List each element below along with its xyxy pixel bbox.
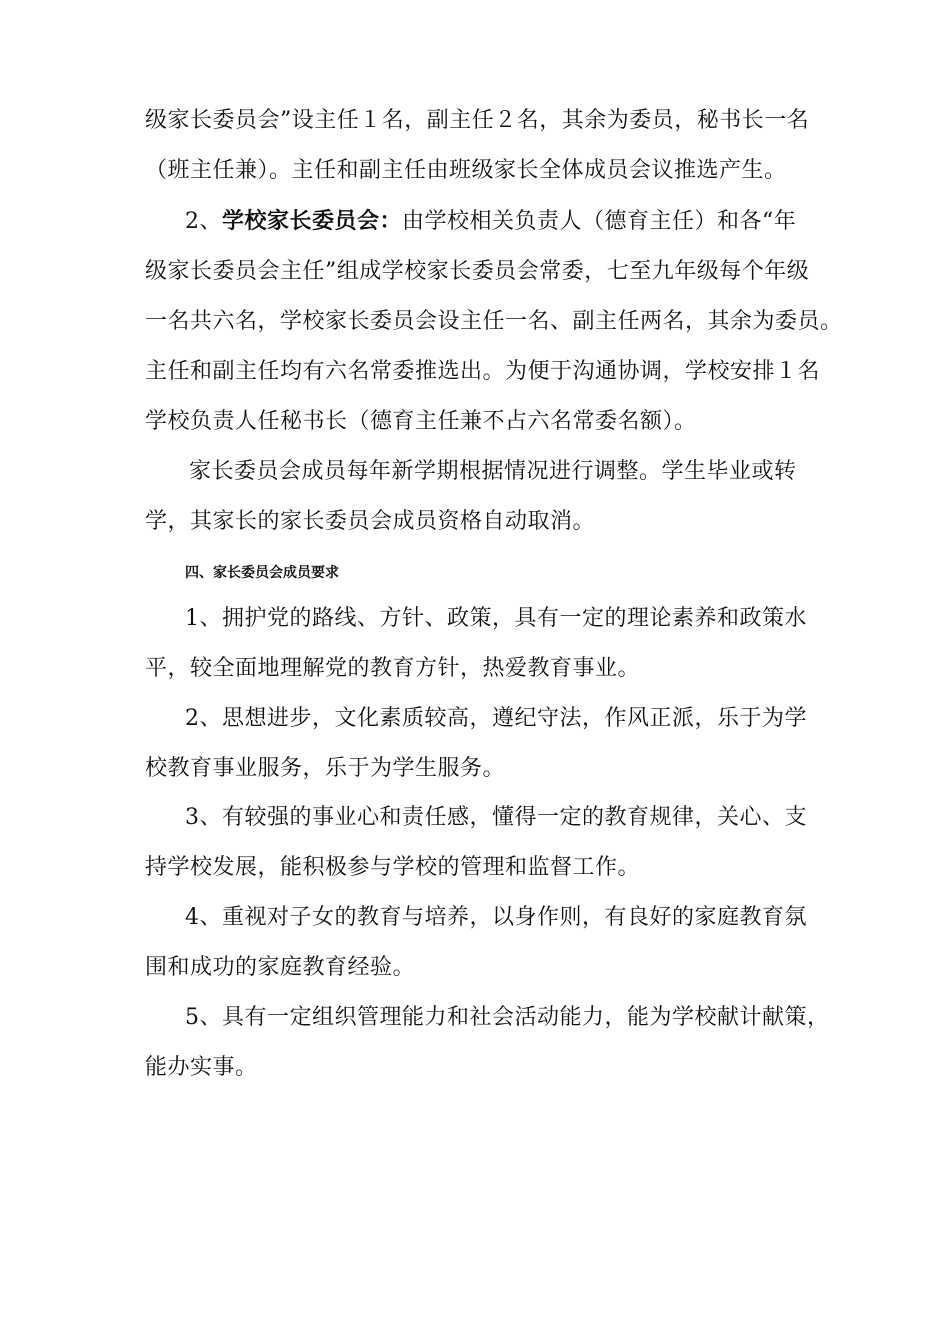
text-line: 校教育事业服务，乐于为学生服务。 (145, 756, 506, 781)
text-line: 学，其家长的家长委员会成员资格自动取消。 (145, 509, 596, 534)
text-line: 围和成功的家庭教育经验。 (145, 955, 416, 980)
text-line: 主任和副主任均有六名常委推选出。为便于沟通协调，学校安排１名 (145, 359, 821, 384)
text-line: 一名共六名，学校家长委员会设主任一名、副主任两名，其余为委员。 (145, 309, 843, 334)
text-span: 由学校相关负责人（德育主任）和各“年 (402, 209, 797, 234)
text-line (185, 207, 796, 237)
text-line: 家长委员会成员每年新学期根据情况进行调整。学生毕业或转 (189, 459, 797, 484)
bold-term: 学校家长委员会： (222, 209, 403, 234)
text-line: 1、拥护党的路线、方针、政策，具有一定的理论素养和政策水 (185, 606, 807, 631)
text-line: （班主任兼）。主任和副主任由班级家长全体成员会议推选产生。 (145, 158, 787, 183)
text-line: 5、具有一定组织管理能力和社会活动能力，能为学校献计献策， (185, 1005, 830, 1030)
section-heading: 四、家长委员会成员要求 (185, 565, 339, 581)
text-line: 学校负责人任秘书长（德育主任兼不占六名常委名额）。 (145, 409, 697, 434)
text-line: 持学校发展，能积极参与学校的管理和监督工作。 (145, 855, 641, 880)
text-line: 级家长委员会主任”组成学校家长委员会常委，七至九年级每个年级 (145, 259, 810, 284)
text-line: 4、重视对子女的教育与培养，以身作则，有良好的家庭教育氛 (185, 905, 807, 930)
text-line: 平，较全面地理解党的教育方针，热爱教育事业。 (145, 656, 641, 681)
text-line: 能办实事。 (145, 1055, 258, 1080)
text-line: 2、思想进步，文化素质较高，遵纪守法，作风正派，乐于为学 (185, 706, 807, 731)
text-line: 3、有较强的事业心和责任感，懂得一定的教育规律，关心、支 (185, 805, 807, 830)
text-line: 级家长委员会”设主任１名，副主任２名，其余为委员，秘书长一名 (145, 108, 810, 133)
list-number: 2、 (185, 209, 222, 234)
